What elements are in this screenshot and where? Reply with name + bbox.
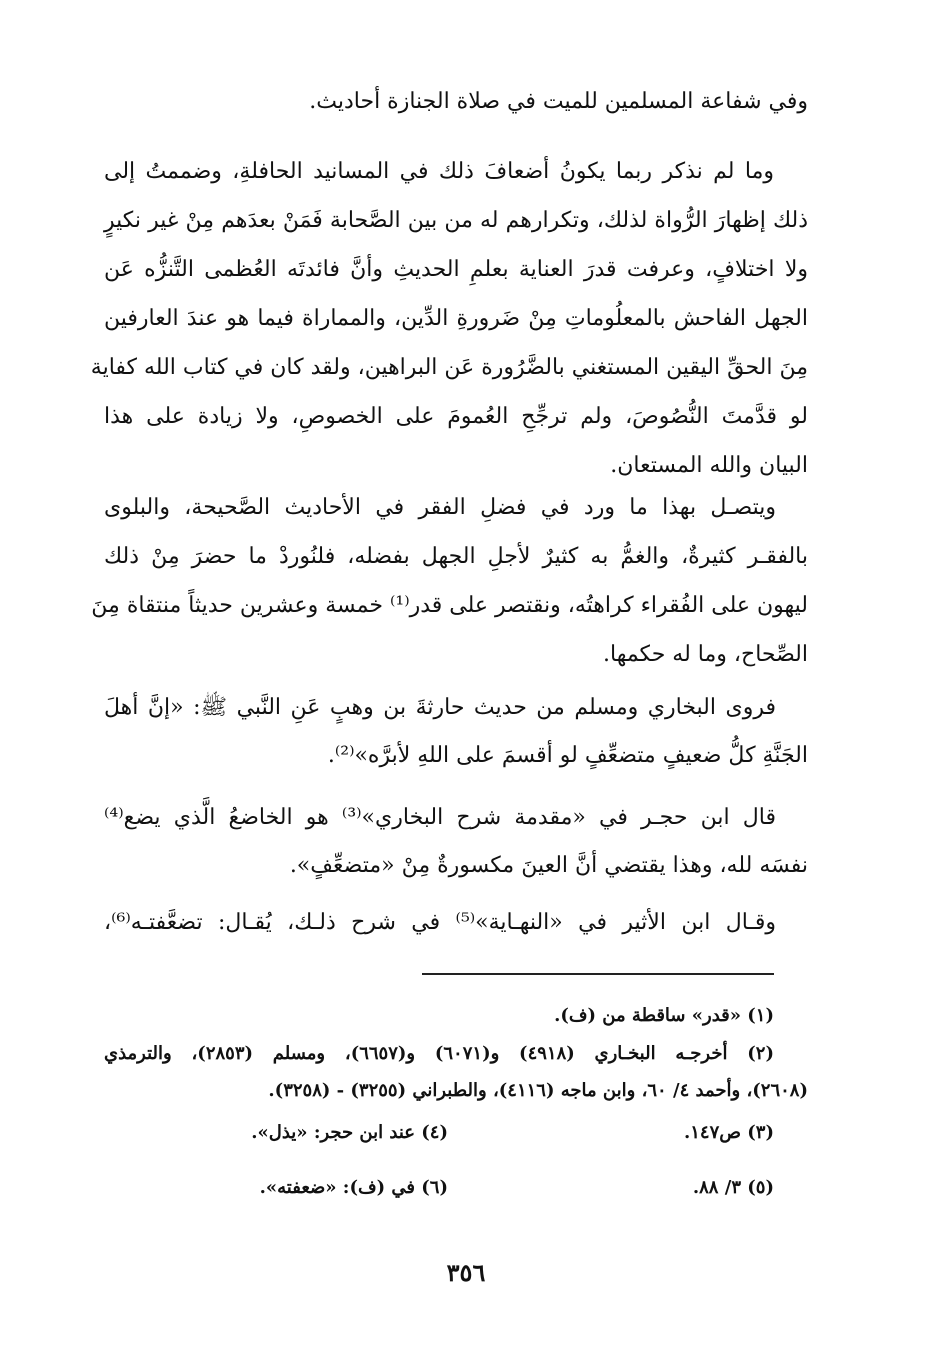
footnote-row-3-4: [104, 1113, 808, 1153]
footnote-2: (٢) أخرجـه البخـاري (٤٩١٨) و(٦٠٧١) و(٦٦٥٧)، ومسلم (٢٨٥٣)، والترمذي: [104, 1043, 774, 1064]
page-number: ٣٥٦: [446, 1258, 486, 1287]
text-line: الجهل الفاحش بالمعلُوماتِ مِنْ ضَرورةِ الدِّين، والمماراة فيما هو عندَ العارفين: [104, 306, 808, 331]
text-line: فروى البخاري ومسلم من حديث حارثةَ بن وهبٍ عَنِ النَّبي ﷺ: «إنَّ أهلَ: [104, 695, 776, 720]
text-line: نفسَه لله، وهذا يقتضي أنَّ العينَ مكسورةٌ مِنْ «متضعِّفٍ».: [289, 853, 808, 878]
footnote-separator: [422, 973, 774, 975]
text-line: لو قدَّمتَ النُّصُوصَ، ولم ترجِّحِ العُمومَ على الخصوصِ، ولا زيادة على هذا: [104, 404, 808, 429]
footnote-row-5-6: [104, 1168, 808, 1208]
footnote-5: (٥) ٣/ ٨٨.: [692, 1177, 774, 1198]
text-line: الصِّحاح، وما له حكمها.: [603, 642, 808, 667]
text-line: وفي شفاعة المسلمين للميت في صلاة الجنازة أحاديث.: [309, 89, 808, 114]
footnote-1: (١) «قدر» ساقطة من (ف).: [554, 1005, 774, 1026]
text-line: الجَنَّةِ كلُّ ضعيفٍ متضعِّفٍ لو أقسمَ على اللهِ لأبرَّه»⁽²⁾.: [327, 743, 808, 768]
text-line: وقـال ابن الأثير في «النهـاية»⁽⁵⁾ في شرح ذلـك، يُقـال: تضعَّفتـه⁽⁶⁾،: [104, 910, 776, 935]
footnote-3: (٣) ص١٤٧.: [683, 1122, 774, 1143]
footnote-2-cont: (٢٦٠٨)، وأحمد ٤/ ٦٠، وابن ماجه (٤١١٦)، والطبراني (٣٢٥٥) - (٣٢٥٨).: [268, 1080, 808, 1101]
text-line: وما لم نذكر ربما يكونُ أضعافَ ذلك في المسانيد الحافلةِ، وضممتُ إلى: [104, 159, 774, 184]
text-line: ويتصـل بهذا ما ورد في فضلِ الفقر في الأحاديث الصَّحيحة، والبلوى: [104, 495, 776, 520]
text-line: ليهون على الفُقراء كراهتُه، ونقتصر على قدر⁽¹⁾ خمسة وعشرين حديثاً منتقاة مِنَ: [91, 593, 808, 618]
text-line: ولا اختلافٍ، وعرفت قدرَ العناية بعلمِ الحديثِ وأنَّ فائدتَه العُظمى التَّنزُّه عَن: [104, 257, 808, 282]
text-line: ذلك إظهارَ الرُّواة لذلك، وتكرارهم له من بين الصَّحابة فَمَنْ بعدَهم مِنْ غير نكيرٍ: [104, 208, 808, 233]
text-line: بالفقـر كثيرةٌ، والغمُّ به كثيرٌ لأجلِ الجهل بفضله، فلنُوردْ ما حضرَ مِنْ ذلك: [104, 544, 808, 569]
text-line: البيان والله المستعان.: [610, 453, 808, 478]
text-line: قال ابن حجـر في «مقدمة شرح البخاري»⁽³⁾ هو الخاضعُ الَّذي يضع⁽⁴⁾: [104, 805, 776, 830]
text-line: مِنَ الحقِّ اليقين المستغني بالضَّرُورة عَن البراهين، ولقد كان في كتاب الله كفاية: [90, 355, 808, 380]
footnote-6: (٦) في (ف): «ضعفته».: [259, 1177, 448, 1198]
footnote-4: (٤) عند ابن حجر: «يذل».: [251, 1122, 448, 1143]
